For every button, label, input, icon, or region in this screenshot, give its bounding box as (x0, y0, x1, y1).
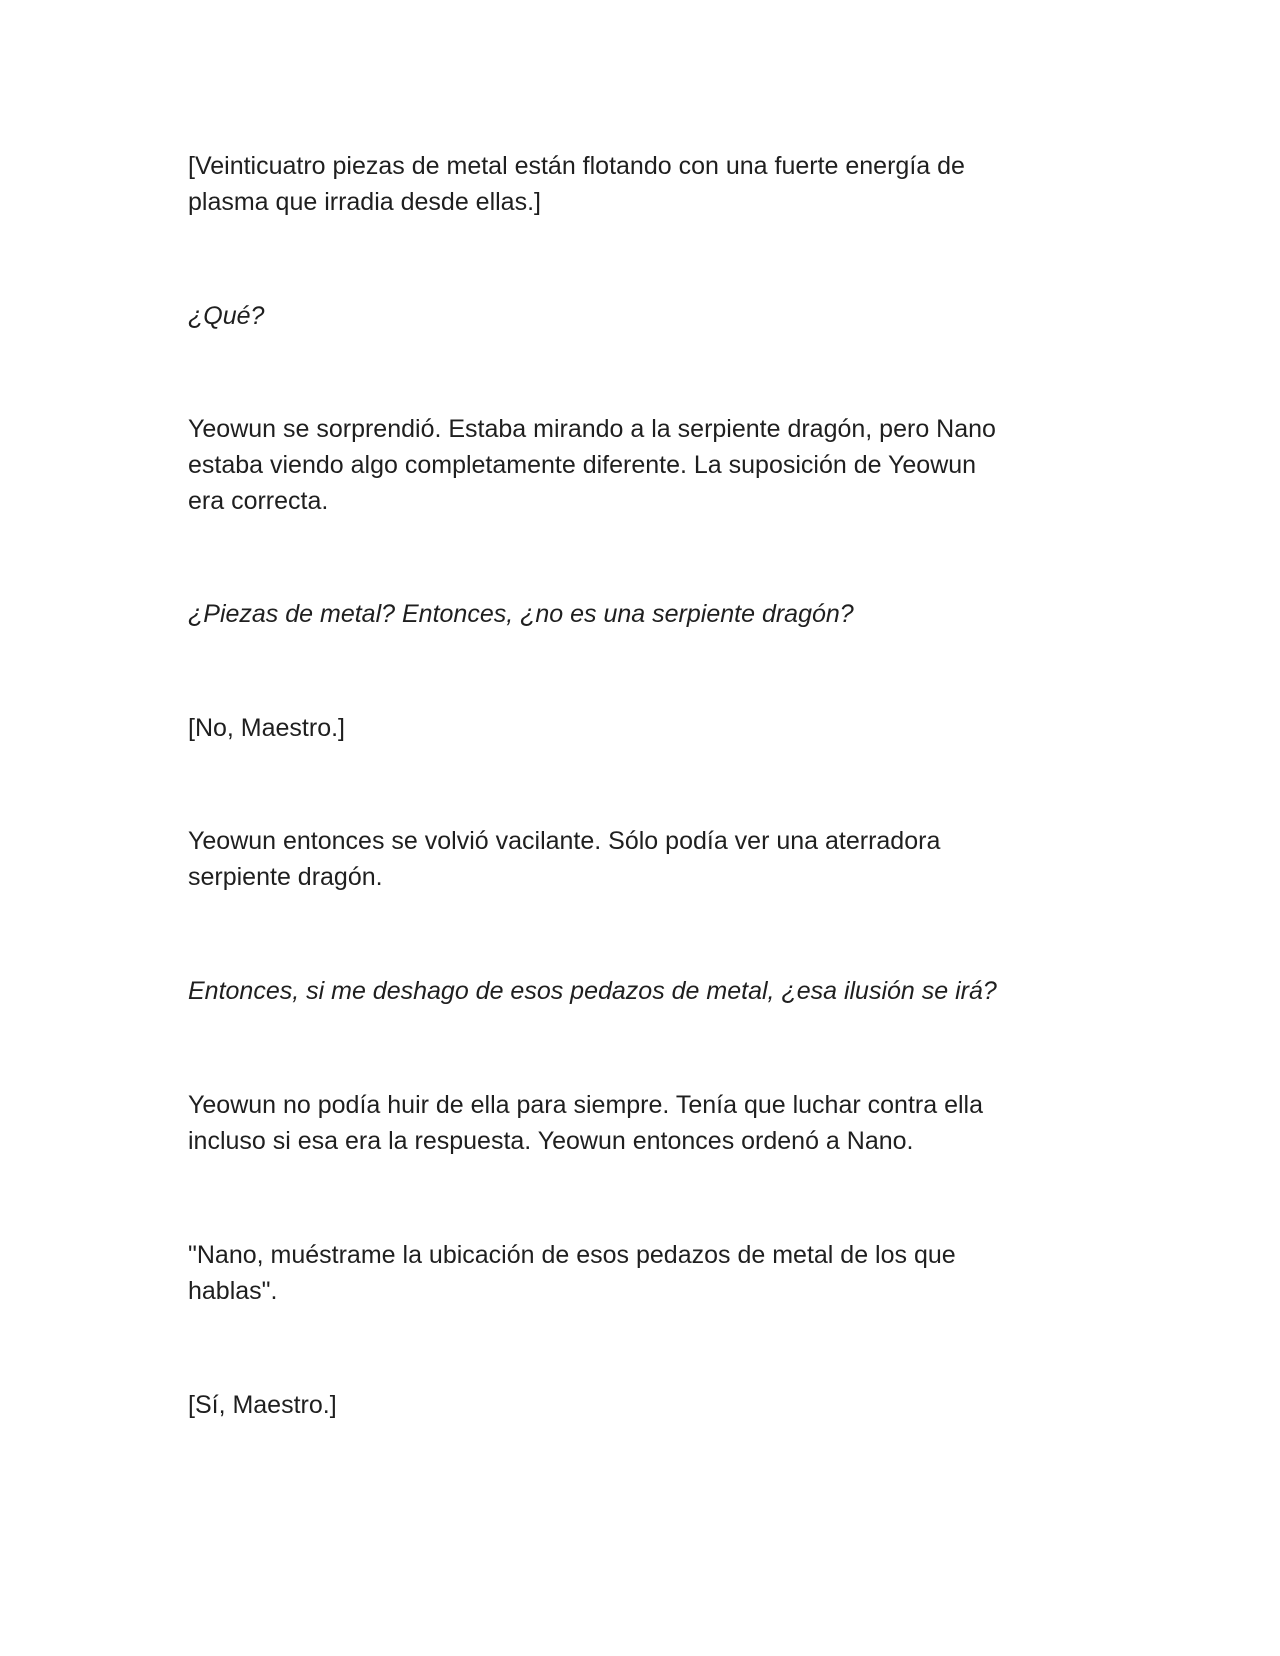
thought-paragraph: ¿Qué? (188, 302, 265, 330)
dialogue-paragraph: "Nano, muéstrame la ubicación de esos pedazos de metal de los que hablas". (188, 1241, 956, 1305)
system-message-paragraph: [No, Maestro.] (188, 714, 345, 742)
thought-paragraph: Entonces, si me deshago de esos pedazos de metal, ¿esa ilusión se irá? (188, 977, 997, 1005)
system-message-paragraph: [Veinticuatro piezas de metal están flotando con una fuerte energía de plasma que irradia desde ellas.] (188, 152, 965, 216)
narration-paragraph: Yeowun no podía huir de ella para siempre. Tenía que luchar contra ella incluso si esa era la respuesta. Yeowun entonces ordenó a Nano. (188, 1091, 983, 1155)
narration-paragraph: Yeowun se sorprendió. Estaba mirando a la serpiente dragón, pero Nano estaba viendo algo completamente diferente. La suposición de Yeowun era correcta. (188, 415, 996, 515)
narration-paragraph: Yeowun entonces se volvió vacilante. Sólo podía ver una aterradora serpiente dragón. (188, 827, 941, 891)
thought-paragraph: ¿Piezas de metal? Entonces, ¿no es una serpiente dragón? (188, 600, 854, 628)
system-message-paragraph: [Sí, Maestro.] (188, 1391, 337, 1419)
